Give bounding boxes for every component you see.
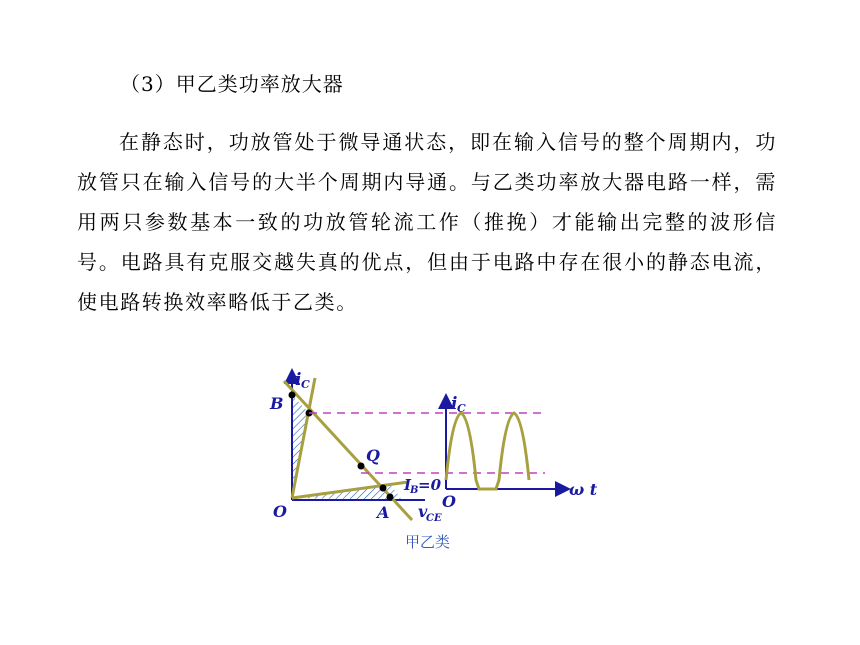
- x-label-v-sub: CE: [426, 513, 442, 524]
- right-y-label-sub: C: [457, 402, 466, 415]
- output-waveform: [446, 413, 529, 489]
- label-origin-left: O: [273, 502, 287, 521]
- left-y-label: i: [295, 370, 302, 390]
- x-label-v: v: [418, 502, 428, 521]
- label-ib: I: [404, 476, 412, 494]
- point-q-dot: [358, 463, 365, 470]
- point-a-dot: [387, 494, 394, 501]
- body-paragraph: 在静态时，功放管处于微导通状态，即在输入信号的整个周期内，功放管只在输入信号的大半个周期内导通。与乙类功率放大器电路一样，需用两只参数基本一致的功放管轮流工作（推挽）才能输出完整的波形信号。电路具有克服交越失真的优点，但由于电路中存在很小的静态电流，使电路转换效率略低于乙类。: [77, 130, 777, 314]
- label-ib-sub: B: [410, 485, 419, 496]
- right-y-label: i: [451, 394, 458, 414]
- left-y-label-sub: C: [301, 378, 310, 391]
- label-ib-value: =0: [418, 476, 442, 494]
- point-b-dot: [289, 392, 296, 399]
- label-origin-right: O: [442, 492, 456, 511]
- label-b: B: [270, 394, 284, 413]
- figure-caption: 甲乙类: [405, 533, 451, 551]
- label-q: Q: [366, 446, 380, 465]
- label-a: A: [377, 503, 390, 522]
- label-omega-t: ω t: [569, 480, 598, 499]
- point-ib-dot: [380, 485, 387, 492]
- section-heading: （3）甲乙类功率放大器: [120, 72, 344, 96]
